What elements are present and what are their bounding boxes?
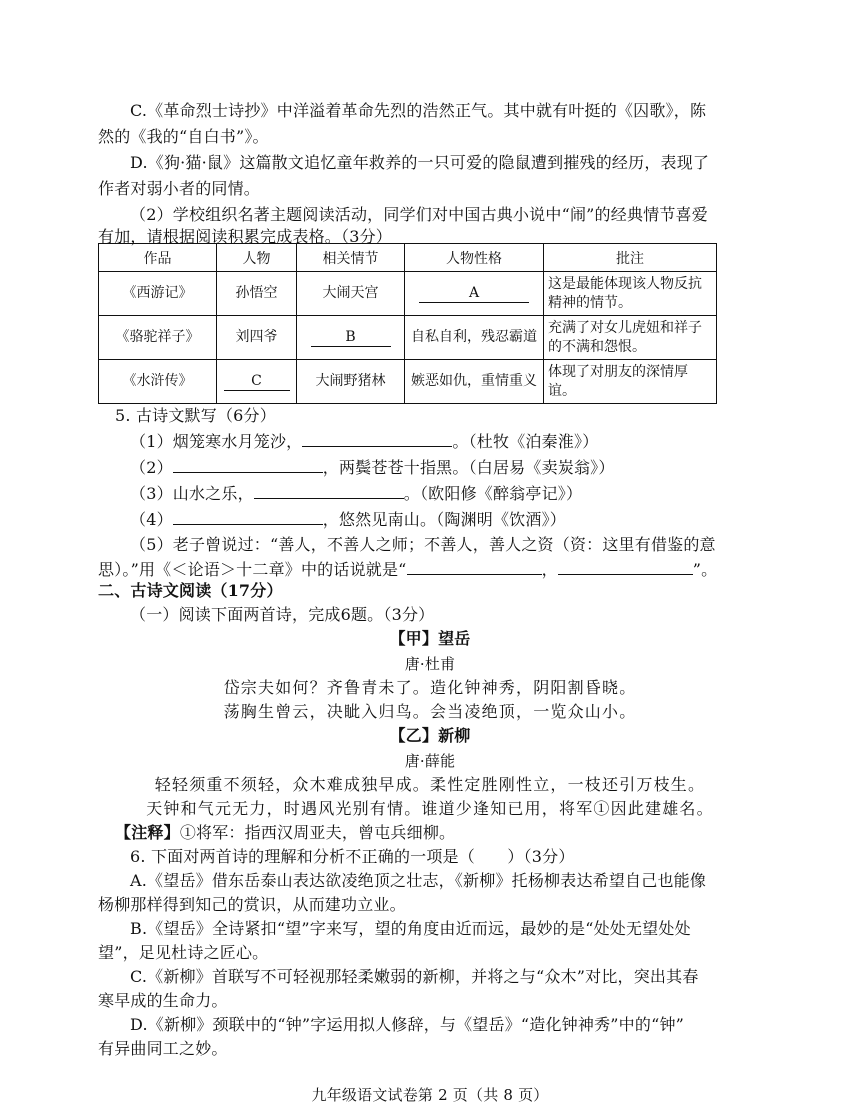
answer-blank[interactable] (407, 558, 542, 575)
cell-plot: 大闹天宫 (297, 272, 405, 316)
recitation-3-suffix: 。（欧阳修《醉翁亭记》） (403, 484, 583, 503)
reading-table (98, 243, 717, 404)
annotation-label: 【注释】 (115, 823, 180, 842)
blank-c[interactable]: C (224, 373, 290, 391)
cell-person (217, 360, 297, 404)
option-c-line2: 寒早成的生命力。 (98, 991, 228, 1010)
cell-trait: 嫉恶如仇，重情重义 (405, 360, 544, 404)
question-6-stem: 6. 下面对两首诗的理解和分析不正确的一项是（ ）（3分） (130, 847, 575, 866)
table-row (99, 316, 717, 360)
recitation-2-prefix: （2） (130, 458, 173, 477)
table-header-row (99, 244, 717, 272)
header-trait: 人物性格 (405, 244, 544, 272)
recitation-5-suffix: ”。 (692, 560, 718, 579)
header-note: 批注 (544, 244, 717, 272)
option-c-line1: C.《革命烈士诗抄》中洋溢着革命先烈的浩然正气。其中就有叶挺的《囚歌》，陈 (130, 101, 707, 120)
option-d-line1: D.《狗·猫·鼠》这篇散文追忆童年救养的一只可爱的隐鼠遭到摧残的经历，表现了 (130, 153, 710, 172)
option-d-line2: 有异曲同工之妙。 (98, 1039, 228, 1058)
recitation-4-suffix: ，悠然见南山。（陶渊明《饮酒》） (322, 510, 566, 529)
option-b-line2: 望”，足见杜诗之匠心。 (98, 943, 269, 962)
recitation-5-prefix: 思）。”用《＜论语＞十二章》中的话说就是“ (98, 560, 407, 579)
recitation-3 (130, 482, 582, 505)
cell-plot: 大闹野猪林 (297, 360, 405, 404)
cell-person: 孙悟空 (217, 272, 297, 316)
header-person: 人物 (217, 244, 297, 272)
option-a-line2: 杨柳那样得到知己的赏识，从而建功立业。 (98, 895, 406, 914)
answer-blank[interactable] (558, 558, 693, 575)
recitation-5-line2 (98, 558, 717, 581)
option-d-line2: 作者对弱小者的同情。 (98, 179, 261, 198)
cell-trait: 自私自利，残忍霸道 (405, 316, 544, 360)
poem-a-line1: 岱宗夫如何？齐鲁青未了。造化钟神秀，阴阳割昏晓。 (223, 678, 637, 697)
header-plot: 相关情节 (297, 244, 405, 272)
option-b-line1: B.《望岳》全诗紧扣“望”字来写，望的角度由近而远，最妙的是“处处无望处处 (130, 919, 691, 938)
recitation-2 (130, 456, 615, 479)
blank-a[interactable]: A (419, 285, 529, 303)
page-footer: 九年级语文试卷第 2 页（共 8 页） (311, 1086, 549, 1104)
recitation-3-prefix: （3）山水之乐， (130, 484, 254, 503)
annotation-text: ①将军：指西汉周亚夫，曾屯兵细柳。 (179, 823, 456, 842)
option-d-line1: D.《新柳》颈联中的“钟”字运用拟人修辞，与《望岳》“造化钟神秀”中的“钟” (130, 1015, 685, 1034)
recitation-4-prefix: （4） (130, 510, 173, 529)
poem-a-line2: 荡胸生曾云，决眦入归鸟。会当凌绝顶，一览众山小。 (223, 702, 637, 721)
recitation-1-suffix: 。（杜牧《泊秦淮》） (452, 432, 599, 451)
cell-work: 《水浒传》 (99, 360, 217, 404)
answer-blank[interactable] (302, 430, 452, 447)
cell-work: 《西游记》 (99, 272, 217, 316)
recitation-1-prefix: （1）烟笼寒水月笼沙， (130, 432, 303, 451)
answer-blank[interactable] (173, 508, 323, 525)
poem-b-title: 【乙】新柳 (389, 726, 471, 745)
blank-b[interactable]: B (311, 329, 391, 347)
recitation-5-comma: ， (541, 560, 558, 579)
recitation-1 (130, 430, 598, 453)
answer-blank[interactable] (254, 482, 404, 499)
table-row (99, 272, 717, 316)
poem-a-author: 唐·杜甫 (404, 655, 456, 673)
poem-a-title: 【甲】望岳 (389, 629, 471, 648)
table-row (99, 360, 717, 404)
answer-blank[interactable] (173, 456, 323, 473)
recitation-4 (130, 508, 566, 531)
cell-note: 充满了对女儿虎妞和祥子的不满和怨恨。 (544, 316, 717, 360)
section-2-intro: （一）阅读下面两首诗，完成6题。（3分） (130, 605, 435, 624)
question-2-line2: 有加，请根据阅读积累完成表格。（3分） (98, 227, 392, 246)
option-c-line1: C.《新柳》首联写不可轻视那轻柔嫩弱的新柳，并将之与“众木”对比，突出其春 (130, 967, 699, 986)
cell-work: 《骆驼祥子》 (99, 316, 217, 360)
recitation-2-suffix: ，两鬓苍苍十指黑。（白居易《卖炭翁》） (322, 458, 615, 477)
option-c-line2: 然的《我的“自白书”》。 (98, 127, 269, 146)
cell-plot (297, 316, 405, 360)
poem-b-line2: 天钟和气元无力，时遇风光别有情。谁道少逢知已用，将军①因此建雄名。 (146, 799, 714, 818)
cell-note: 这是最能体现该人物反抗精神的情节。 (544, 272, 717, 316)
poem-b-author: 唐·薛能 (404, 752, 456, 770)
recitation-5-line1: （5）老子曾说过：“善人，不善人之师；不善人，善人之资（资：这里有借鉴的意 (130, 535, 716, 554)
section-2-title: 二、古诗文阅读（17分） (98, 581, 283, 600)
annotation (115, 822, 455, 844)
header-work: 作品 (99, 244, 217, 272)
question-2-line1: （2）学校组织名著主题阅读活动，同学们对中国古典小说中“闹”的经典情节喜爱 (130, 205, 708, 224)
option-a-line1: A.《望岳》借东岳泰山表达欲凌绝顶之壮志，《新柳》托杨柳表达希望自己也能像 (130, 871, 707, 890)
cell-trait (405, 272, 544, 316)
cell-note: 体现了对朋友的深情厚谊。 (544, 360, 717, 404)
poem-b-line1: 轻轻须重不须轻，众木难成独早成。柔性定胜刚性立，一枝还引万枝生。 (154, 775, 706, 794)
cell-person: 刘四爷 (217, 316, 297, 360)
question-5-title: 5. 古诗文默写（6分） (115, 406, 276, 425)
